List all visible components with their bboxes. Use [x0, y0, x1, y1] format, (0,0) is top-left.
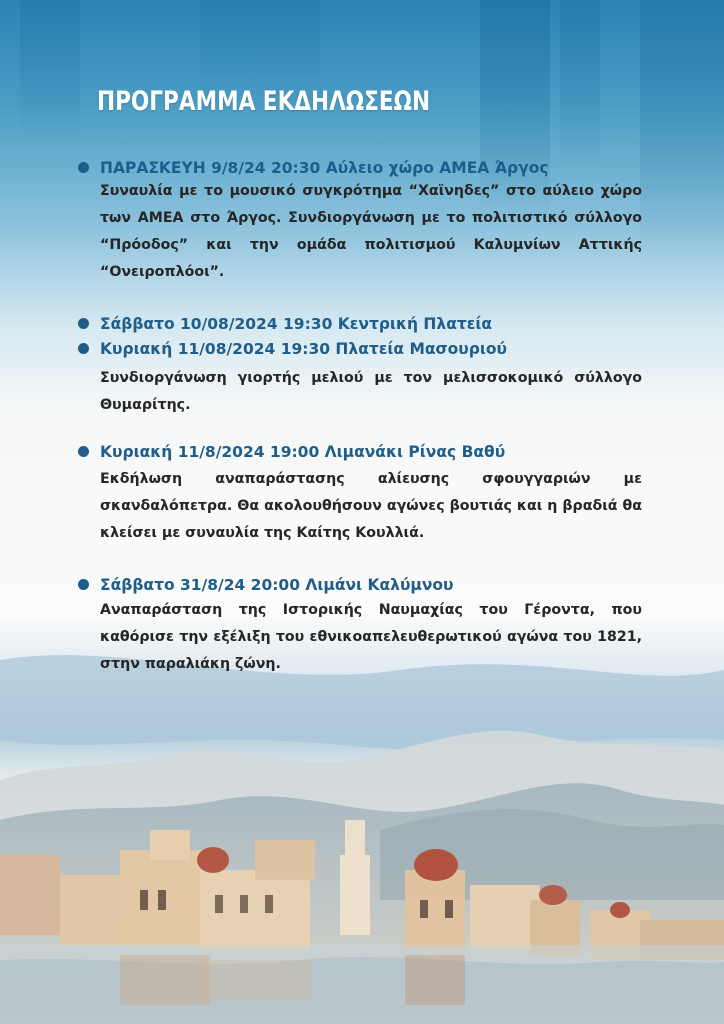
bullet-icon [78, 343, 89, 354]
bullet-icon [78, 318, 89, 329]
event-title: Σάββατο 31/8/24 20:00 Λιμάνι Καλύμνου [100, 576, 454, 594]
bullet-icon [78, 162, 89, 173]
event-description: Εκδήλωση αναπαράστασης αλίευσης σφουγγαριών με σκανδαλόπετρα. Θα ακολουθήσουν αγώνες βουτιάς και η βραδιά θα κλείσει με συναυλία της Καίτης Κουλλιά. [100, 471, 642, 541]
event-title: Κυριακή 11/08/2024 19:30 Πλατεία Μασουριού [100, 340, 507, 358]
bullet-icon [78, 579, 89, 590]
event-description: Αναπαράσταση της Ιστορικής Ναυμαχίας του Γέροντα, που καθόρισε την εξέλιξη του εθνικοαπελευθερωτικού αγώνα του 1821, στην παραλιάκη ζώνη. [100, 602, 642, 672]
event-title: Κυριακή 11/8/2024 19:00 Λιμανάκι Ρίνας Βαθύ [100, 443, 506, 461]
event-title: Σάββατο 10/08/2024 19:30 Κεντρική Πλατεία [100, 315, 493, 333]
event-description: Συναυλία με το μουσικό συγκρότημα “Χαϊνηδες” στο αύλειο χώρο των ΑΜΕΑ στο Άργος. Συνδιοργάνωση με το πολιτιστικό σύλλογο “Πρόοδος” και την ομάδα πολιτισμού Καλυμνίων Αττικής “Ονειροπλόοι”. [100, 183, 642, 280]
page-title: ΠΡΟΓΡΑΜΜΑ ΕΚΔΗΛΩΣΕΩΝ [97, 86, 431, 117]
bullet-icon [78, 446, 89, 457]
event-title: ΠΑΡΑΣΚΕΥΗ 9/8/24 20:30 Αύλειο χώρο ΑΜΕΑ Άργος [100, 159, 549, 177]
event-description: Συνδιοργάνωση γιορτής μελιού με τον μελισσοκομικό σύλλογο Θυμαρίτης. [100, 370, 642, 413]
